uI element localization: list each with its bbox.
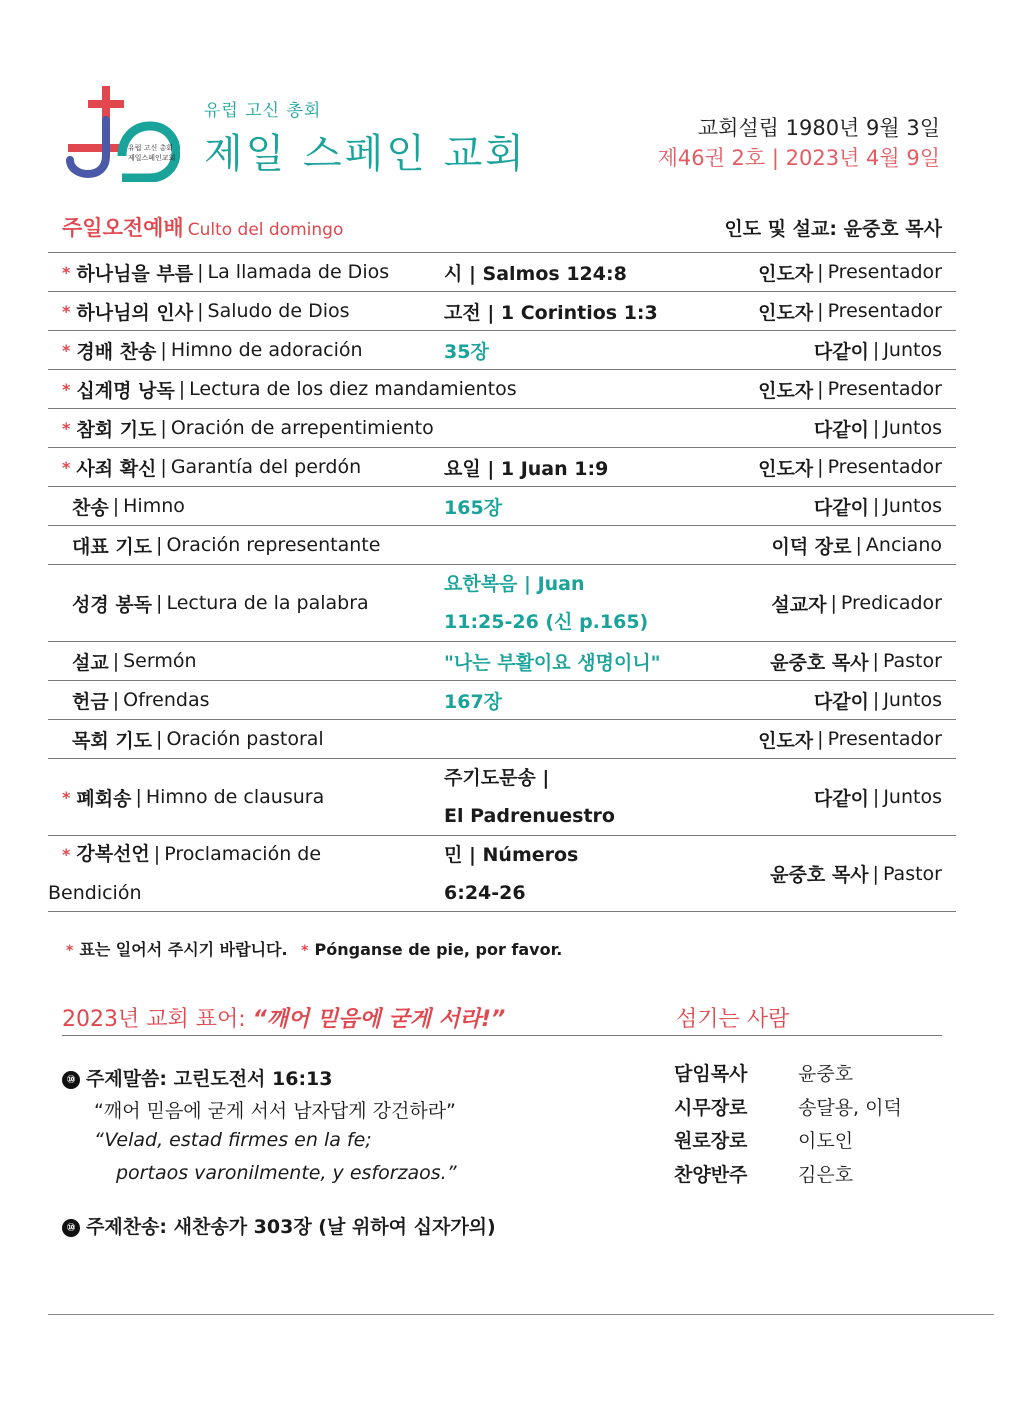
service-title-ko: 주일오전예배 <box>62 216 184 240</box>
item-ko: 폐회송 <box>76 787 132 810</box>
verse-es-line-2: portaos varonilmente, y esforzaos.” <box>116 1162 457 1184</box>
bullet-icon: ⑩ <box>62 1219 80 1237</box>
item-ko: 하나님의 인사 <box>76 301 194 324</box>
item-ko: 성경 봉독 <box>72 593 153 616</box>
who-es: Pastor <box>882 862 942 885</box>
who-ko: 윤중호 목사 <box>770 651 869 674</box>
server-row <box>674 1123 902 1157</box>
church-logo <box>64 86 180 182</box>
who-ko: 인도자 <box>758 457 814 480</box>
server-role: 담임목사 <box>674 1063 748 1086</box>
item-es: Oración pastoral <box>166 728 324 750</box>
who-ko: 다같이 <box>813 496 869 519</box>
who-es: Juntos <box>883 689 942 711</box>
who-es: Juntos <box>883 786 942 808</box>
order-row: * 참회 기도 | Oración de arrepentimiento 다같이 | Juntos <box>48 408 956 447</box>
service-title-es: Culto del domingo <box>187 220 344 240</box>
service-leader: 인도 및 설교: 윤중호 목사 <box>724 218 942 240</box>
order-row: * 하나님을 부름 | La llamada de Dios 시 | Salmos 124:8 인도자 | Presentador <box>48 252 956 291</box>
star-mark: * <box>62 301 71 321</box>
server-role: 시무장로 <box>674 1096 748 1119</box>
who-es: Presentador <box>827 261 942 283</box>
logo-text-2: 제일스페인교회 <box>128 154 176 162</box>
who-es: Predicador <box>840 592 942 614</box>
who-es: Anciano <box>865 534 942 556</box>
item-es-line-2: Bendición <box>48 882 142 904</box>
item-mid: 요일 | 1 Juan 1:9 <box>444 457 609 480</box>
order-row: 목회 기도 | Oración pastoral 인도자 | Presentador <box>48 719 956 758</box>
server-row <box>674 1090 902 1124</box>
star-mark: * <box>62 379 71 399</box>
who-ko: 윤중호 목사 <box>770 864 869 886</box>
star-mark: * <box>62 845 71 864</box>
item-ko: 강복선언 <box>76 843 150 865</box>
motto-quote: “깨어 믿음에 굳게 서라!” <box>252 1007 506 1032</box>
item-ko: 십계명 낭독 <box>76 379 175 402</box>
theme-verse-text: 주제말씀: 고린도전서 16:13 <box>86 1068 333 1090</box>
order-row: 헌금 | Ofrendas 167장 다같이 | Juntos <box>48 680 956 719</box>
item-ko: 설교 <box>72 651 109 674</box>
who-ko: 인도자 <box>758 262 814 285</box>
verse-es-line-1: “Velad, estad firmes en la fe; <box>94 1129 372 1151</box>
item-ko: 대표 기도 <box>72 535 153 558</box>
item-es: Garantía del perdón <box>170 456 362 478</box>
who-ko: 인도자 <box>758 301 814 324</box>
item-es: Himno de adoración <box>170 339 363 361</box>
item-mid-line-2: 11:25-26 (신 p.165) <box>444 611 649 633</box>
item-mid-line-1: 요한복음 | Juan <box>444 573 585 595</box>
theme-verse-label <box>62 1064 333 1091</box>
logo-text-1: 유럽 고신 총회 <box>128 144 174 152</box>
order-row: * 경배 찬송 | Himno de adoración 35장 다같이 | Juntos <box>48 330 956 369</box>
star-mark: * <box>62 418 71 438</box>
item-mid-line-2: 6:24-26 <box>444 881 526 904</box>
servers-title: 섬기는 사람 <box>676 1007 790 1032</box>
item-es: Oración de arrepentimiento <box>170 417 434 439</box>
item-es: Himno <box>123 495 185 517</box>
verse-ko: “깨어 믿음에 굳게 서서 남자답게 강건하라” <box>94 1100 456 1122</box>
server-name: 김은호 <box>798 1163 854 1186</box>
who-es: Presentador <box>827 378 942 400</box>
who-ko: 다같이 <box>813 418 869 441</box>
theme-song <box>62 1212 496 1239</box>
item-ko: 경배 찬송 <box>76 340 157 363</box>
issue-info: 제46권 2호 | 2023년 4월 9일 <box>657 146 940 170</box>
server-role: 원로장로 <box>674 1130 748 1153</box>
item-ko: 찬송 <box>72 496 109 519</box>
star-mark: * <box>62 457 71 477</box>
who-es: Presentador <box>827 300 942 322</box>
item-mid: 고전 | 1 Corintios 1:3 <box>444 301 658 324</box>
item-ko: 헌금 <box>72 690 109 713</box>
order-row: 대표 기도 | Oración representante 이덕 장로 | Anciano <box>48 525 956 564</box>
order-row: * 강복선언 | Proclamación de Bendición 민 | Números 6:24-26 윤중호 목사 | Pastor <box>48 835 956 912</box>
order-row: * 폐회송 | Himno de clausura 주기도문송 | El Padrenuestro 다같이 | Juntos <box>48 758 956 835</box>
server-name: 이도인 <box>798 1130 854 1153</box>
theme-song-text: 주제찬송: 새찬송가 303장 (날 위하여 십자가의) <box>86 1216 496 1238</box>
who-es: Presentador <box>827 456 942 478</box>
item-ko: 목회 기도 <box>72 729 153 752</box>
note-ko: 표는 일어서 주시기 바랍니다. <box>79 940 288 959</box>
church-name: 제일 스페인 교회 <box>204 131 527 177</box>
item-es: Lectura de los diez mandamientos <box>189 378 517 400</box>
star-mark: * <box>62 787 71 807</box>
note-es: Pónganse de pie, por favor. <box>314 940 563 959</box>
item-ko: 하나님을 부름 <box>76 262 194 285</box>
server-name: 송달용, 이덕 <box>798 1096 902 1119</box>
standing-note <box>66 937 562 960</box>
divider <box>62 1035 942 1036</box>
star-mark: * <box>62 262 71 282</box>
star-mark: * <box>66 943 74 959</box>
who-es: Juntos <box>883 339 942 361</box>
star-mark: * <box>301 943 309 959</box>
item-es: Lectura de la palabra <box>166 592 369 614</box>
order-of-worship <box>48 252 956 912</box>
order-row: 성경 봉독 | Lectura de la palabra 요한복음 | Juan 11:25-26 (신 p.165) 설교자 | Predicador <box>48 564 956 641</box>
servers-list <box>674 1056 902 1190</box>
star-mark: * <box>62 340 71 360</box>
item-ko: 사죄 확신 <box>76 457 157 480</box>
order-row: * 십계명 낭독 | Lectura de los diez mandamientos 인도자 | Presentador <box>48 369 956 408</box>
server-row <box>674 1157 902 1191</box>
item-es: Oración representante <box>166 534 381 556</box>
order-row: * 사죄 확신 | Garantía del perdón 요일 | 1 Juan 1:9 인도자 | Presentador <box>48 447 956 486</box>
item-ko: 참회 기도 <box>76 418 157 441</box>
who-ko: 다같이 <box>813 340 869 363</box>
service-title <box>62 212 343 242</box>
who-es: Juntos <box>883 495 942 517</box>
church-motto <box>62 1002 505 1033</box>
org-name: 유럽 고신 총회 <box>204 101 322 121</box>
item-mid-line-2: El Padrenuestro <box>444 805 615 827</box>
item-es-line-1: Proclamación de <box>164 843 322 865</box>
item-mid: "나는 부활이요 생명이니" <box>444 651 661 674</box>
server-row <box>674 1056 902 1090</box>
who-ko: 인도자 <box>758 729 814 752</box>
founded-date: 교회설립 1980년 9월 3일 <box>697 116 940 140</box>
item-mid: 35장 <box>444 340 489 363</box>
server-role: 찬양반주 <box>674 1163 748 1186</box>
who-ko: 이덕 장로 <box>771 535 852 558</box>
motto-label: 2023년 교회 표어: <box>62 1007 253 1032</box>
order-row: * 하나님의 인사 | Saludo de Dios 고전 | 1 Corintios 1:3 인도자 | Presentador <box>48 291 956 330</box>
order-row: 찬송 | Himno 165장 다같이 | Juntos <box>48 486 956 525</box>
item-mid-line-1: 민 | Números <box>444 843 579 866</box>
who-ko: 설교자 <box>771 593 827 616</box>
item-es: Himno de clausura <box>145 786 325 808</box>
who-ko: 다같이 <box>813 690 869 713</box>
who-ko: 다같이 <box>813 787 869 810</box>
order-row: 설교 | Sermón "나는 부활이요 생명이니" 윤중호 목사 | Pastor <box>48 641 956 680</box>
item-mid-line-1: 주기도문송 | <box>444 767 550 789</box>
footer-divider <box>48 1314 994 1315</box>
who-ko: 인도자 <box>758 379 814 402</box>
item-mid: 시 | Salmos 124:8 <box>444 262 627 285</box>
item-es: Ofrendas <box>123 689 210 711</box>
item-es: Sermón <box>123 650 197 672</box>
item-mid: 165장 <box>444 496 503 519</box>
item-es: La llamada de Dios <box>207 261 390 283</box>
who-es: Pastor <box>882 650 942 672</box>
server-name: 윤중호 <box>798 1063 854 1086</box>
bullet-icon: ⑩ <box>62 1071 80 1089</box>
who-es: Presentador <box>827 728 942 750</box>
item-es: Saludo de Dios <box>207 300 350 322</box>
item-mid: 167장 <box>444 690 503 713</box>
who-es: Juntos <box>883 417 942 439</box>
